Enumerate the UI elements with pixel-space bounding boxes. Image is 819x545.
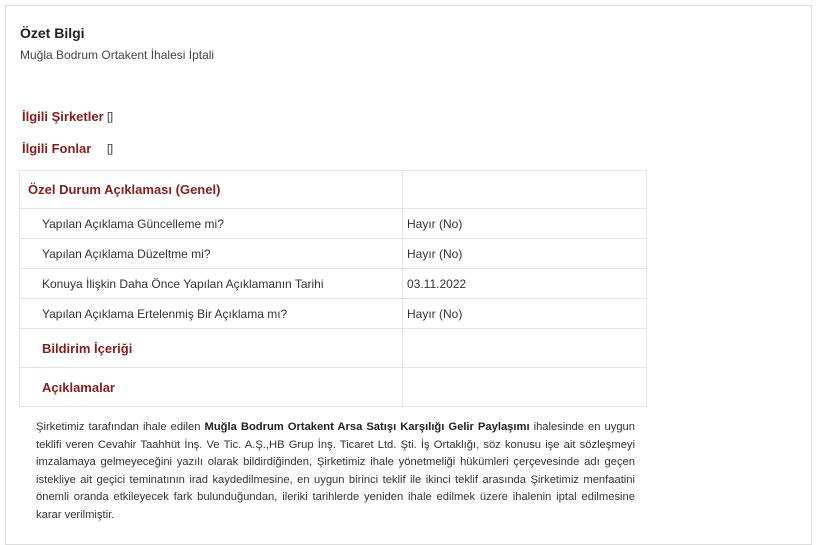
explanation-text-rest: ihalesinde en uygun teklifi veren Cevahir Taahhüt İnş. Ve Tic. A.Ş.,HB Grup İnş. Ticaret Ltd. Şti. İş Ortaklığı, söz konusu işe ait sözleşmeyi imzalamaya gelmeyeceğini yazılı olarak bildirdiğinden, Şirketimiz ihale yönetmeliği hükümleri çerçevesinde adı geçen istekliye ait geçici teminatının irad kaydedilmesine, en uygun birinci teklif ile ikinci teklif arasında Şirketimiz menfaatini önemli oranda etkileyecek fark bulunduğundan, ileriki tarihlerde yeniden ihale edilmek üzere ihalenin iptal edilmesine karar verilmiştir. [36,421,635,521]
table-row [20,329,647,368]
section-title-general: Özel Durum Açıklaması (Genel) [20,171,403,209]
disclosure-panel [5,5,812,545]
tender-name: Muğla Bodrum Ortakent Arsa Satışı Karşılığı Gelir Paylaşımı [204,421,530,433]
related-funds-link[interactable]: İlgili Fonlar [22,141,92,156]
row-label-deferred: Yapılan Açıklama Ertelenmiş Bir Açıklama mı? [20,299,403,329]
table-row [20,209,647,239]
row-value-update: Hayır (No) [403,209,647,239]
summary-subtitle: Muğla Bodrum Ortakent İhalesi İptali [20,48,215,62]
table-row [20,368,647,407]
explanation-text [36,419,635,524]
notification-content-title: Bildirim İçeriği [20,329,403,368]
explanation-text-start: Şirketimiz tarafından ihale edilen [36,421,205,433]
related-companies-link[interactable]: İlgili Şirketler [22,109,104,124]
empty-cell [403,368,647,407]
table-row [20,239,647,269]
related-companies-value: [] [107,111,114,123]
row-value-deferred: Hayır (No) [403,299,647,329]
related-funds-value: [] [107,143,114,155]
row-value-correction: Hayır (No) [403,239,647,269]
disclosure-table [19,170,647,407]
explanations-title: Açıklamalar [20,368,403,407]
row-label-update: Yapılan Açıklama Güncelleme mi? [20,209,403,239]
empty-cell [403,171,647,209]
row-label-correction: Yapılan Açıklama Düzeltme mi? [20,239,403,269]
table-row [20,299,647,329]
empty-cell [403,329,647,368]
table-row [20,269,647,299]
table-row [20,171,647,209]
summary-title: Özet Bilgi [20,25,85,41]
row-label-previous-date: Konuya İlişkin Daha Önce Yapılan Açıklamanın Tarihi [20,269,403,299]
row-value-previous-date: 03.11.2022 [403,269,647,299]
